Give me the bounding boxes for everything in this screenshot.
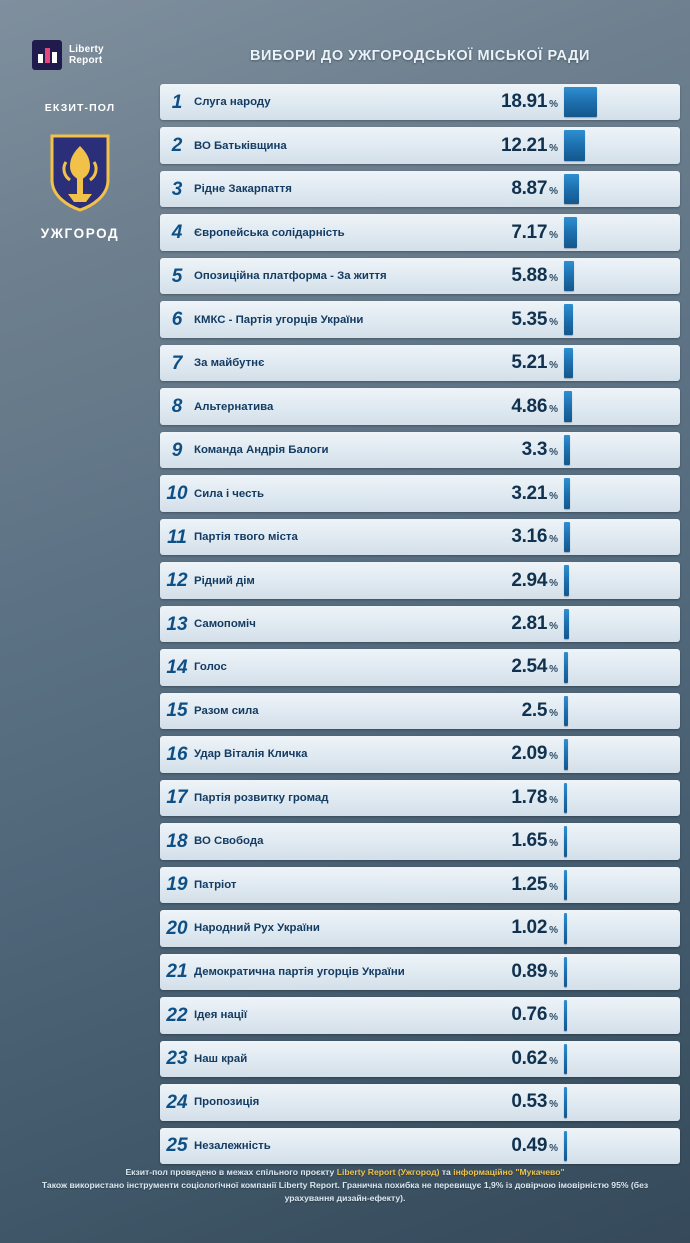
row-bar-cell <box>562 171 680 207</box>
row-bar <box>564 174 579 204</box>
table-row <box>160 910 680 946</box>
row-rank: 14 <box>166 656 188 678</box>
row-rank: 5 <box>171 265 183 287</box>
sidebar <box>0 84 160 1154</box>
row-bar <box>564 652 568 682</box>
row-value-group <box>511 1091 562 1113</box>
row-party-name: Патріот <box>194 878 237 891</box>
brand-logo-line2: Report <box>69 55 103 66</box>
row-bar-cell <box>562 127 680 163</box>
row-bar <box>564 1087 567 1117</box>
row-bar <box>564 1044 567 1074</box>
row-rank: 10 <box>166 483 188 505</box>
row-value-group <box>501 135 562 157</box>
row-bar-cell <box>562 519 680 555</box>
row-rank: 8 <box>171 396 183 418</box>
row-bar <box>564 696 568 726</box>
row-party-name: Наш край <box>194 1052 248 1065</box>
row-value: 2.09 <box>511 743 548 765</box>
row-party-name: Разом сила <box>194 704 259 717</box>
row-rank: 13 <box>166 613 188 635</box>
row-value: 7.17 <box>511 221 548 243</box>
row-bar-cell <box>562 1128 680 1164</box>
row-bar-cell <box>562 388 680 424</box>
row-rank: 3 <box>171 178 183 200</box>
row-party-name: Рідний дім <box>194 574 255 587</box>
row-rank: 20 <box>166 917 188 939</box>
row-bar <box>564 1131 567 1161</box>
brand-logo-text <box>69 44 104 66</box>
row-rank: 7 <box>171 352 183 374</box>
row-bar <box>564 870 567 900</box>
row-value: 0.49 <box>511 1134 548 1156</box>
table-row <box>160 519 680 555</box>
row-bar <box>564 739 568 769</box>
percent-sign: % <box>549 490 558 502</box>
row-bar-cell <box>562 214 680 250</box>
row-bar <box>564 130 585 160</box>
row-value-group <box>511 787 562 809</box>
percent-sign: % <box>549 794 558 806</box>
percent-sign: % <box>549 881 558 893</box>
row-party-name: Самопоміч <box>194 618 256 630</box>
row-bar <box>564 957 567 987</box>
row-value: 0.53 <box>511 1091 548 1113</box>
row-value-group <box>511 570 562 592</box>
row-bar-cell <box>562 649 680 685</box>
table-row <box>160 432 680 468</box>
row-rank: 6 <box>171 309 183 331</box>
row-value: 8.87 <box>511 178 548 200</box>
row-bar-cell <box>562 84 680 120</box>
row-party-name: ВО Батьківщина <box>194 139 287 152</box>
row-party-name: Партія твого міста <box>194 531 298 544</box>
row-value-group <box>511 1135 562 1157</box>
row-rank: 23 <box>166 1048 188 1070</box>
row-bar-cell <box>562 954 680 990</box>
percent-sign: % <box>549 99 558 111</box>
row-rank: 21 <box>166 961 188 983</box>
row-party-name: За майбутнє <box>194 357 265 370</box>
row-value-group <box>511 526 562 548</box>
row-value: 2.94 <box>511 569 548 591</box>
row-party-name: Демократична партія угорців України <box>194 965 405 978</box>
percent-sign: % <box>549 1055 558 1067</box>
row-value: 3.21 <box>511 482 548 504</box>
row-value: 0.89 <box>511 960 548 982</box>
row-party-name: Рідне Закарпаття <box>194 183 292 196</box>
table-row <box>160 649 680 685</box>
row-bar <box>564 478 570 508</box>
percent-sign: % <box>549 621 558 632</box>
row-bar <box>564 522 570 552</box>
table-row <box>160 606 680 642</box>
row-rank: 1 <box>171 91 183 113</box>
row-bar <box>564 348 573 378</box>
row-bar <box>564 565 569 595</box>
row-value-group <box>522 439 562 461</box>
row-bar-cell <box>562 345 680 381</box>
row-value: 18.91 <box>501 91 548 113</box>
row-value-group <box>511 874 562 896</box>
city-name: УЖГОРОД <box>40 226 120 241</box>
row-value: 1.65 <box>511 830 548 852</box>
row-value-group <box>511 1004 562 1026</box>
row-bar-cell <box>562 301 680 337</box>
row-value-group <box>511 396 562 418</box>
row-party-name: Удар Віталія Кличка <box>194 748 308 761</box>
row-bar-cell <box>562 910 680 946</box>
row-bar-cell <box>562 823 680 859</box>
row-value-group <box>511 1048 562 1070</box>
row-bar-cell <box>562 606 680 642</box>
row-rank: 9 <box>171 439 183 461</box>
row-bar <box>564 783 567 813</box>
table-row <box>160 345 680 381</box>
row-rank: 17 <box>166 787 188 809</box>
percent-sign: % <box>549 534 558 546</box>
row-value-group <box>511 830 562 852</box>
percent-sign: % <box>549 577 558 589</box>
footer-line1 <box>40 1166 650 1179</box>
percent-sign: % <box>549 273 558 285</box>
row-bar-cell <box>562 780 680 816</box>
row-rank: 12 <box>166 570 188 592</box>
row-bar-cell <box>562 736 680 772</box>
row-bar-cell <box>562 562 680 598</box>
row-party-name: Народний Рух України <box>194 922 320 935</box>
percent-sign: % <box>549 1142 558 1154</box>
row-bar <box>564 913 567 943</box>
row-value: 5.35 <box>511 308 548 330</box>
row-value: 2.5 <box>521 699 548 721</box>
uzhhorod-coat-of-arms-icon <box>48 132 112 212</box>
percent-sign: % <box>549 1012 558 1024</box>
table-row <box>160 1084 680 1120</box>
row-party-name: Незалежність <box>194 1139 271 1152</box>
row-party-name: Команда Андрія Балоги <box>194 444 329 457</box>
table-row <box>160 954 680 990</box>
row-rank: 2 <box>171 135 183 157</box>
percent-sign: % <box>549 403 558 415</box>
row-party-name: Сила і честь <box>194 487 265 500</box>
footer-link-2[interactable]: інформаційно "Мукачево" <box>453 1167 565 1177</box>
percent-sign: % <box>549 838 558 850</box>
footer-link-1[interactable]: Liberty Report (Ужгород) <box>336 1167 440 1177</box>
percent-sign: % <box>549 316 558 328</box>
row-bar-cell <box>562 693 680 729</box>
percent-sign: % <box>549 447 558 459</box>
row-value-group <box>511 222 562 244</box>
row-rank: 22 <box>166 1004 188 1026</box>
row-value: 1.02 <box>511 917 548 939</box>
table-row <box>160 780 680 816</box>
percent-sign: % <box>549 229 558 241</box>
row-value-group <box>511 613 562 635</box>
footer-line1-mid: та <box>439 1167 454 1177</box>
row-party-name: Голос <box>194 661 227 674</box>
table-row <box>160 693 680 729</box>
row-value-group <box>511 352 562 374</box>
row-rank: 11 <box>167 526 187 548</box>
row-party-name: КМКС - Партія угорців України <box>194 313 364 326</box>
footer-note <box>40 1166 650 1205</box>
row-value: 3.3 <box>521 439 548 461</box>
row-party-name: Ідея нації <box>194 1009 248 1022</box>
row-rank: 18 <box>166 830 188 852</box>
footer-line1-prefix: Екзит-пол проведено в межах спільного проєкту <box>125 1167 337 1177</box>
row-party-name: Європейська солідарність <box>194 226 345 239</box>
table-row <box>160 1128 680 1164</box>
row-bar-cell <box>562 258 680 294</box>
page-title: ВИБОРИ ДО УЖГОРОДСЬКОЇ МІСЬКОЇ РАДИ <box>249 48 591 64</box>
table-row <box>160 823 680 859</box>
table-row <box>160 171 680 207</box>
row-bar <box>564 304 573 334</box>
table-row <box>160 736 680 772</box>
row-bar <box>564 826 567 856</box>
results-list <box>160 84 680 1171</box>
row-value-group <box>511 961 562 983</box>
table-row <box>160 84 680 120</box>
table-row <box>160 127 680 163</box>
row-value-group <box>511 743 562 765</box>
table-row <box>160 562 680 598</box>
table-row <box>160 214 680 250</box>
percent-sign: % <box>549 186 558 198</box>
row-value: 4.86 <box>511 395 548 417</box>
row-value-group <box>511 483 562 505</box>
row-value-group <box>501 91 562 113</box>
exit-poll-label: ЕКЗИТ-ПОЛ <box>44 102 116 114</box>
row-bar-cell <box>562 867 680 903</box>
header <box>0 0 690 84</box>
row-party-name: Слуга народу <box>194 96 271 109</box>
row-value: 5.21 <box>511 352 548 374</box>
percent-sign: % <box>549 751 558 763</box>
row-bar <box>564 435 570 465</box>
row-rank: 4 <box>171 222 183 244</box>
row-bar <box>564 1000 567 1030</box>
row-value: 2.81 <box>511 613 548 634</box>
row-bar <box>564 261 574 291</box>
row-value: 0.62 <box>511 1047 548 1069</box>
percent-sign: % <box>549 360 558 372</box>
row-bar-cell <box>562 475 680 511</box>
row-value-group <box>511 265 562 287</box>
percent-sign: % <box>549 925 558 937</box>
row-party-name: Альтернатива <box>194 400 274 413</box>
row-value: 2.54 <box>511 656 548 678</box>
percent-sign: % <box>549 968 558 980</box>
row-bar-cell <box>562 432 680 468</box>
row-value: 1.25 <box>511 873 548 895</box>
row-value-group <box>511 178 562 200</box>
percent-sign: % <box>549 142 558 154</box>
brand-logo-line1: Liberty <box>69 44 104 55</box>
row-rank: 16 <box>166 743 188 765</box>
row-value: 1.78 <box>511 786 548 808</box>
row-bar-cell <box>562 997 680 1033</box>
table-row <box>160 258 680 294</box>
table-row <box>160 997 680 1033</box>
row-bar-cell <box>562 1084 680 1120</box>
row-bar <box>564 609 569 639</box>
row-party-name: ВО Свобода <box>194 835 264 848</box>
row-party-name: Партія розвитку громад <box>194 791 329 804</box>
row-party-name: Пропозиція <box>194 1096 260 1109</box>
row-value-group <box>511 656 562 678</box>
table-row <box>160 1041 680 1077</box>
row-bar <box>564 217 577 247</box>
row-bar-cell <box>562 1041 680 1077</box>
footer-line2: Також використано інструменти соціологічної компанії Liberty Report. Гранична похибка не перевищує 1,9% із довірчою імовірністю 95% (без урахування дизайн-ефекту). <box>41 1180 649 1203</box>
row-bar <box>564 87 597 117</box>
percent-sign: % <box>549 1099 558 1111</box>
table-row <box>160 475 680 511</box>
percent-sign: % <box>549 707 558 719</box>
row-rank: 25 <box>166 1135 188 1157</box>
row-value-group <box>511 309 562 331</box>
table-row <box>160 301 680 337</box>
row-value: 0.76 <box>511 1004 548 1026</box>
row-value-group <box>511 917 562 939</box>
brand-logo <box>32 40 104 70</box>
liberty-report-logo-icon <box>32 40 62 70</box>
table-row <box>160 867 680 903</box>
percent-sign: % <box>549 664 558 676</box>
row-value-group <box>522 700 562 722</box>
row-rank: 24 <box>166 1091 188 1113</box>
row-bar <box>564 391 572 421</box>
table-row <box>160 388 680 424</box>
row-value: 5.88 <box>511 265 548 287</box>
row-party-name: Опозиційна платформа - За життя <box>194 270 387 283</box>
row-value: 12.21 <box>501 134 548 156</box>
row-rank: 19 <box>166 874 188 896</box>
row-value: 3.16 <box>511 526 548 548</box>
row-rank: 15 <box>166 700 188 722</box>
